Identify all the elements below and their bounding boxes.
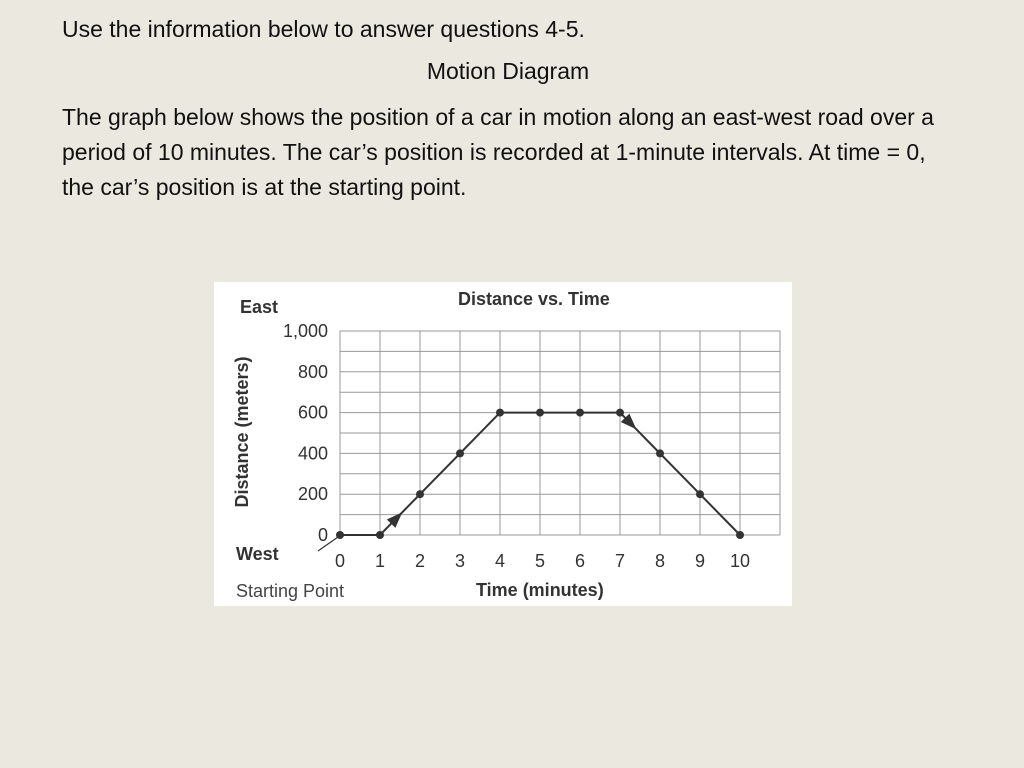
starting-point-label: Starting Point [236,581,345,601]
y-tick-label: 1,000 [282,321,328,341]
description-paragraph: The graph below shows the position of a car in motion along an east-west road over a period of 10 minutes. The car’s position is recorded at 1-minute intervals. At time = 0, the car’s position is at the starting point. [62,104,934,200]
data-point [656,449,664,457]
y-tick-label: 200 [297,484,328,505]
x-axis-label: Time (minutes) [476,580,604,600]
section-subtitle: Motion Diagram [426,58,590,84]
y-tick-label: 800 [297,361,328,382]
x-tick-label: 0 [334,551,346,571]
intro-text: Use the information below to answer questions 4-5. [62,16,585,42]
x-tick-label: 5 [534,551,546,571]
x-tick-label: 3 [454,551,466,571]
data-point [536,409,544,417]
chart-title: Distance vs. Time [458,289,610,309]
data-point [456,449,464,457]
data-point [616,409,624,417]
y-bottom-label: West [236,544,279,564]
data-point [376,531,384,539]
x-tick-label: 7 [614,551,626,571]
data-point [576,409,584,417]
y-tick-label: 400 [297,443,328,464]
y-top-label: East [240,297,279,317]
chart-panel [214,282,792,606]
data-point [736,531,744,539]
y-tick-label: 600 [297,402,328,423]
y-tick-label: 0 [317,525,328,545]
y-axis-label: Distance (meters) [232,356,252,508]
data-point [496,409,504,417]
chart-grid [340,331,780,535]
x-tick-label: 9 [694,551,706,571]
x-tick-label: 4 [494,551,506,571]
chart-ticks [283,321,750,571]
distance-time-chart [214,282,792,606]
x-tick-label: 10 [729,551,751,571]
x-tick-label: 8 [654,551,666,571]
x-tick-label: 2 [414,551,426,571]
x-tick-label: 6 [574,551,586,571]
data-point [696,490,704,498]
x-tick-label: 1 [374,551,386,571]
data-point [416,490,424,498]
